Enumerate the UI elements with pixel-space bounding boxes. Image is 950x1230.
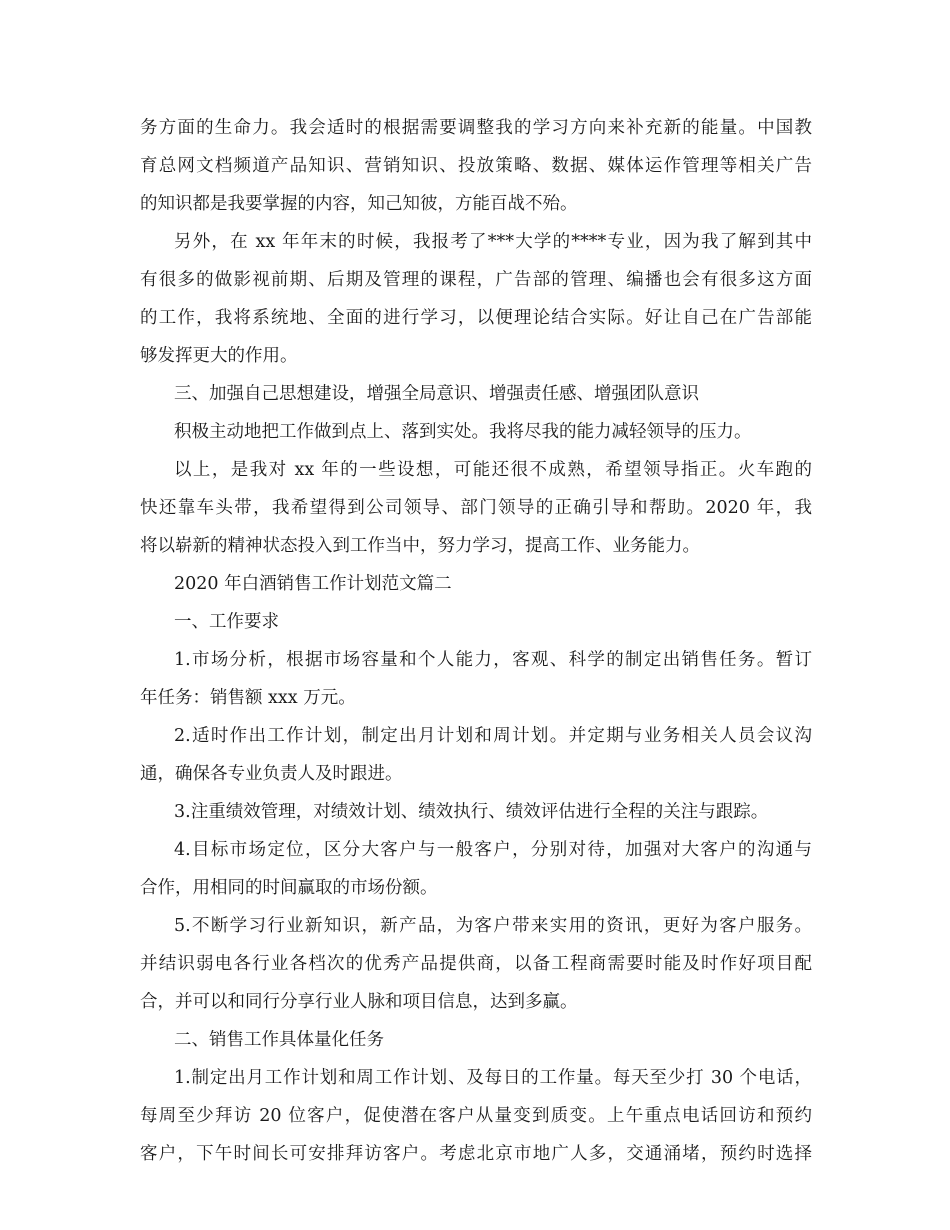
text-line: 有很多的做影视前期、后期及管理的课程，广告部的管理、编播也会有很多这方面 [140, 270, 812, 290]
text-line: 每周至少拜访 20 位客户，促使潜在客户从量变到质变。上午重点电话回访和预约 [140, 1106, 812, 1126]
text-line: 务方面的生命力。我会适时的根据需要调整我的学习方向来补充新的能量。中国教 [140, 118, 812, 138]
text-line: 客户，下午时间长可安排拜访客户。考虑北京市地广人多，交通涌堵，预约时选择 [140, 1144, 812, 1164]
text-line: 快还靠车头带，我希望得到公司领导、部门领导的正确引导和帮助。2020 年，我 [140, 498, 812, 518]
text-line: 年任务：销售额 xxx 万元。 [140, 688, 356, 708]
section-heading: 一、工作要求 [174, 612, 279, 632]
text-line: 够发挥更大的作用。 [140, 346, 298, 366]
section-heading: 三、加强自己思想建设，增强全局意识、增强责任感、增强团队意识 [174, 384, 699, 404]
list-item-line: 1.制定出月工作计划和周工作计划、及每日的工作量。每天至少打 30 个电话， [174, 1068, 812, 1088]
list-item-line: 5.不断学习行业新知识，新产品，为客户带来实用的资讯，更好为客户服务。 [174, 916, 812, 936]
document-subtitle: 2020 年白酒销售工作计划范文篇二 [174, 574, 452, 594]
text-line: 将以崭新的精神状态投入到工作当中，努力学习，提高工作、业务能力。 [140, 536, 700, 556]
text-line: 育总网文档频道产品知识、营销知识、投放策略、数据、媒体运作管理等相关广告 [140, 156, 812, 176]
paragraph-start-line: 积极主动地把工作做到点上、落到实处。我将尽我的能力减轻领导的压力。 [174, 422, 752, 442]
list-item-line: 4.目标市场定位，区分大客户与一般客户，分别对待，加强对大客户的沟通与 [174, 840, 812, 860]
text-line: 的知识都是我要掌握的内容，知己知彼，方能百战不殆。 [140, 194, 578, 214]
section-heading: 二、销售工作具体量化任务 [174, 1030, 384, 1050]
text-line: 并结识弱电各行业各档次的优秀产品提供商，以备工程商需要时能及时作好项目配 [140, 954, 812, 974]
list-item-line: 3.注重绩效管理，对绩效计划、绩效执行、绩效评估进行全程的关注与跟踪。 [174, 802, 769, 822]
paragraph-start-line: 以上，是我对 xx 年的一些设想，可能还很不成熟，希望领导指正。火车跑的 [174, 460, 812, 480]
text-line: 的工作，我将系统地、全面的进行学习，以便理论结合实际。好让自己在广告部能 [140, 308, 812, 328]
text-line: 合作，用相同的时间赢取的市场份额。 [140, 878, 438, 898]
list-item-line: 1.市场分析，根据市场容量和个人能力，客观、科学的制定出销售任务。暂订 [174, 650, 812, 670]
text-line: 合，并可以和同行分享行业人脉和项目信息，达到多赢。 [140, 992, 578, 1012]
paragraph-start-line: 另外，在 xx 年年末的时候，我报考了***大学的****专业，因为我了解到其中 [174, 232, 812, 252]
text-line: 通，确保各专业负责人及时跟进。 [140, 764, 403, 784]
list-item-line: 2.适时作出工作计划，制定出月计划和周计划。并定期与业务相关人员会议沟 [174, 726, 812, 746]
